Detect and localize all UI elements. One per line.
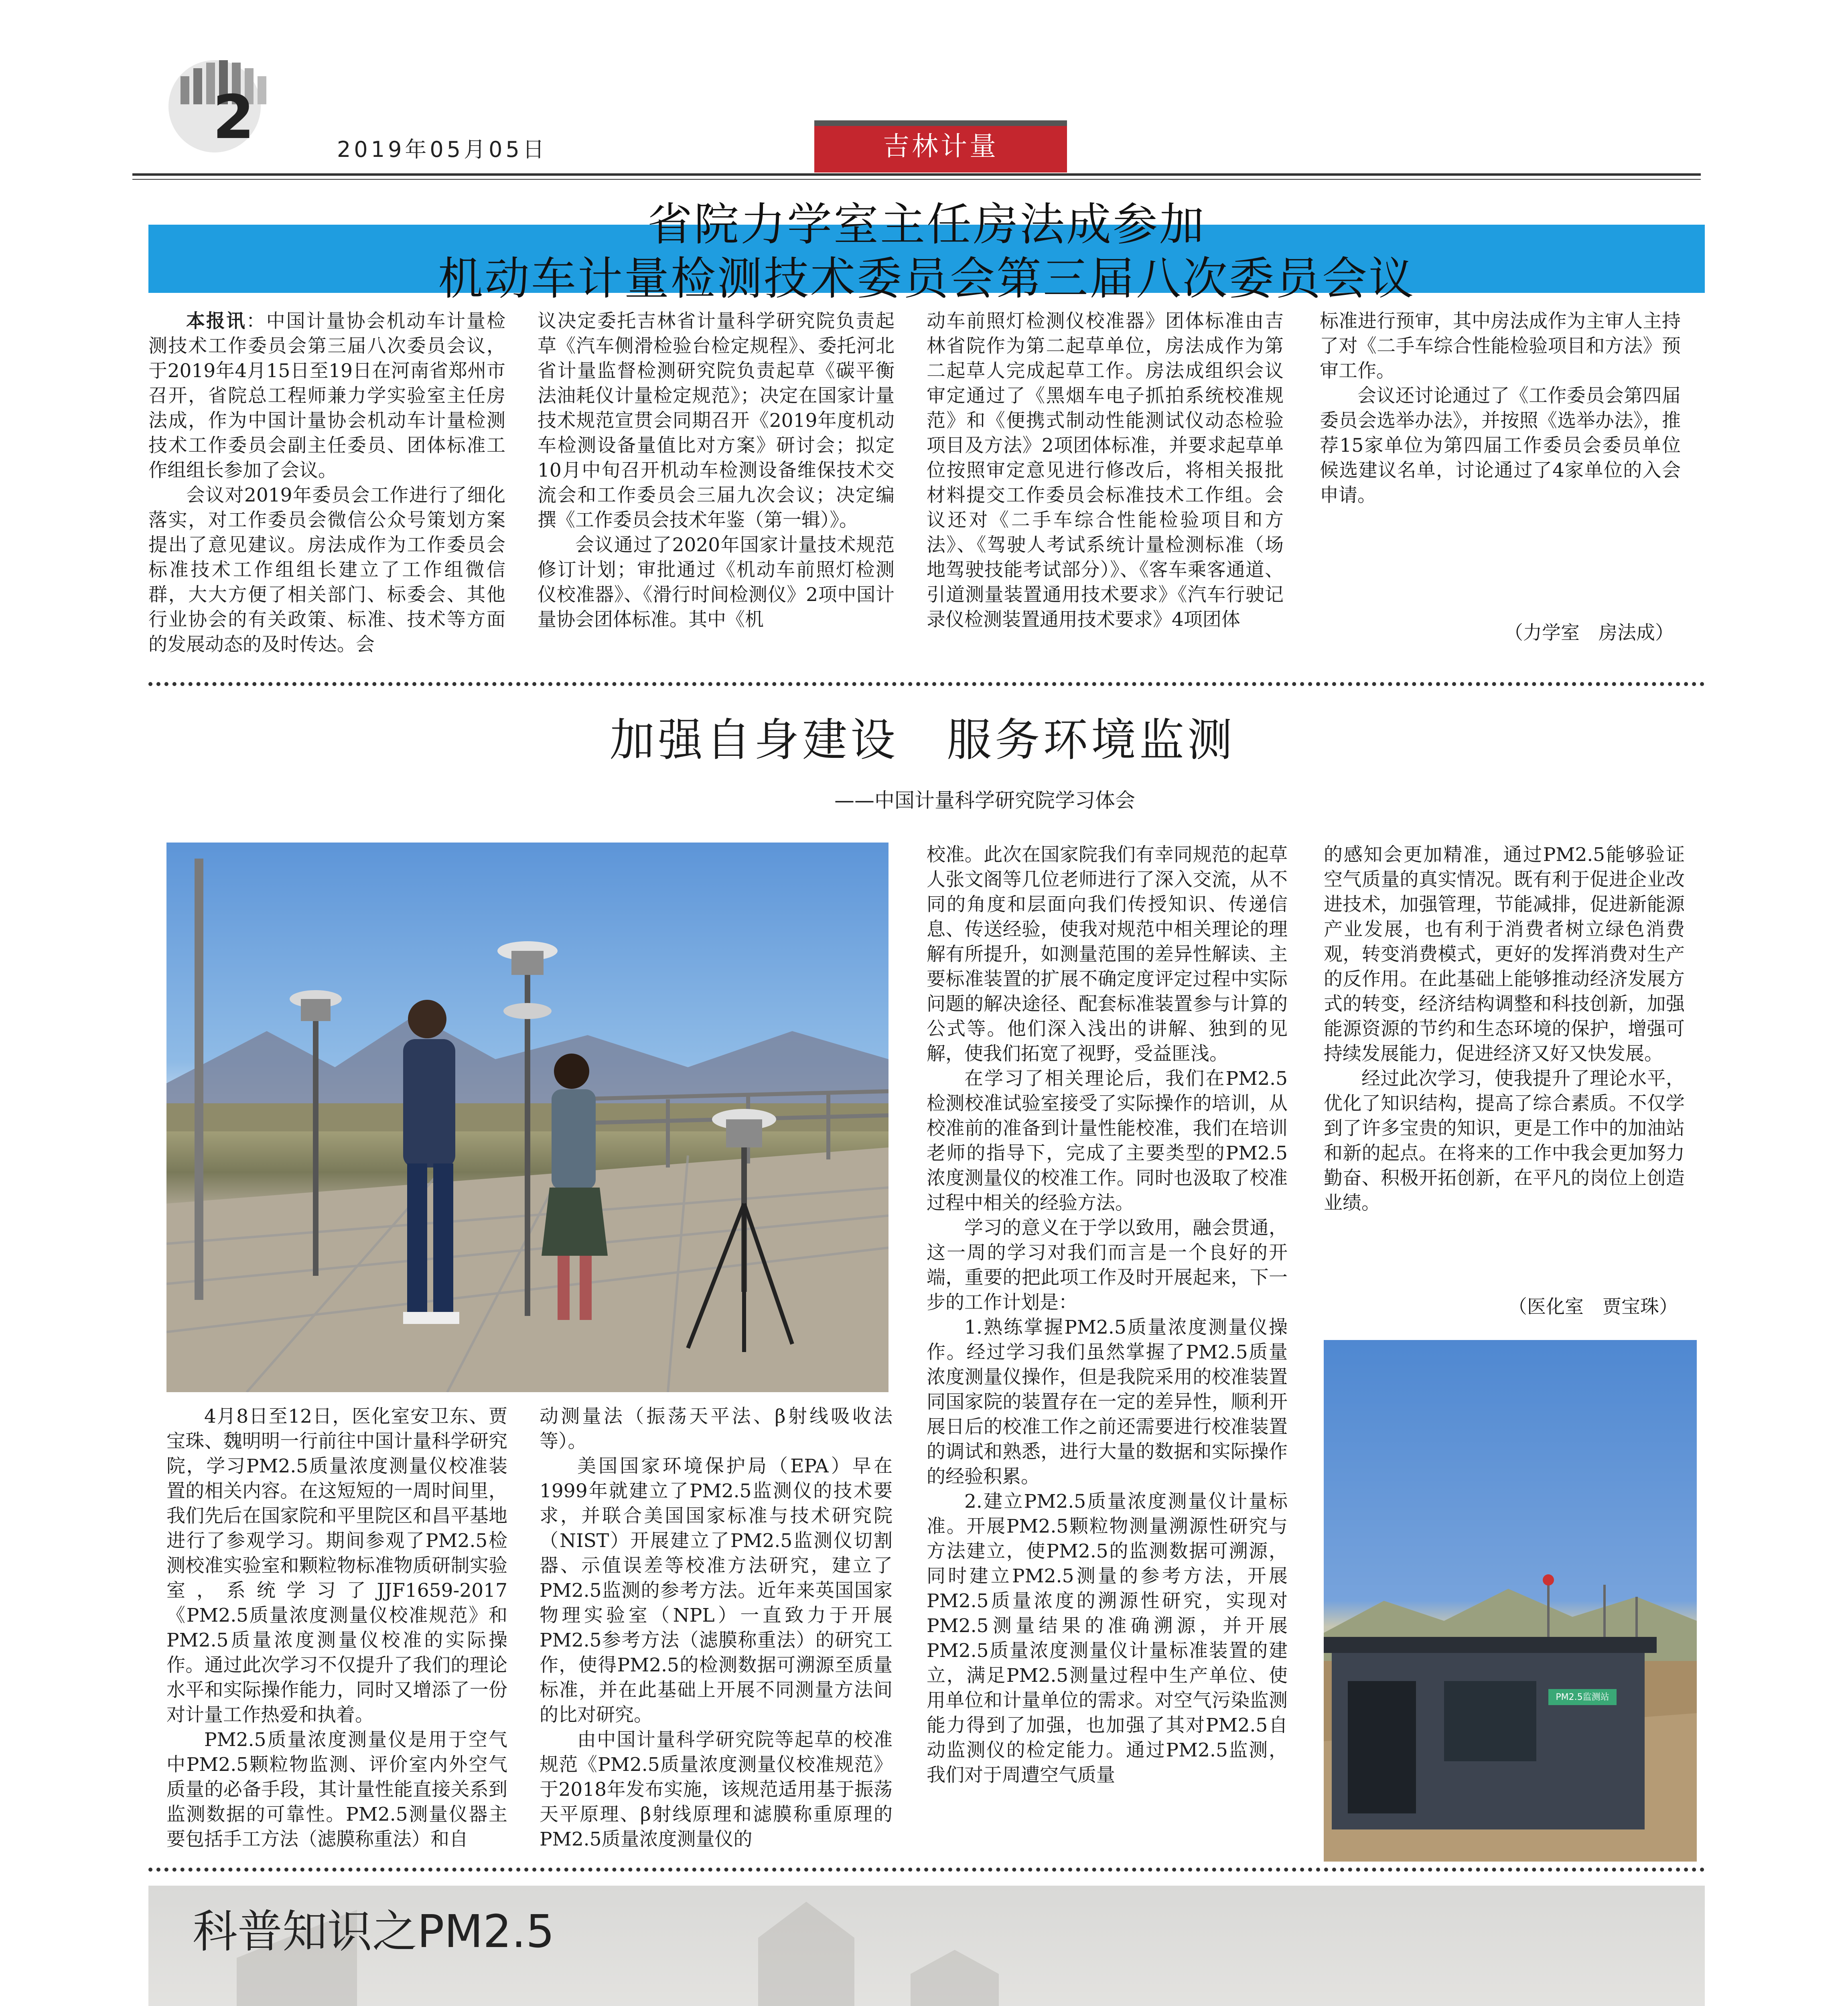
article2-column-4 — [1324, 843, 1685, 1216]
article2-paragraph: 学习的意义在于学以致用，融会贯通，这一周的学习对我们而言是一个良好的开端，重要的把此项工作及时开展起来，下一步的工作计划是： — [927, 1217, 1288, 1314]
article2-paragraph: 2.建立PM2.5质量浓度测量仪计量标准。开展PM2.5颗粒物测量溯源性研究与方法建立，使PM2.5的监测数据可溯源，同时建立PM2.5测量的参考方法，开展PM2.5质量浓度的溯源性研究，实现对PM2.5测量结果的准确溯源，并开展PM2.5质量浓度测量仪计量标准装置的建立，满足PM2.5测量过程中生产单位、使用单位和计量单位的需求。对空气污染监测能力得到了加强，也加强了其对PM2.5自动监测仪的检定能力。通过PM2.5监测，我们对于周遭空气质量 — [927, 1490, 1288, 1786]
article1-paragraph: ：中国计量协会机动车计量检测技术工作委员会第三届八次委员会议，于2019年4月15日至19日在河南省郑州市召开，省院总工程师兼力学实验室主任房法成，作为中国计量协会机动车计量检测技术工作委员会副主任委员、团体标准工作组组长参加了会议。 — [148, 310, 506, 481]
header-rule — [132, 173, 1701, 176]
photo-illustration — [1324, 1340, 1697, 1862]
article2-paragraph: 经过此次学习，使我提升了理论水平，优化了知识结构，提高了综合素质。不仅学到了许多宝贵的知识，更是工作中的加油站和新的起点。在将来的工作中我会更加努力勤奋、积极开拓创新，在平凡的岗位上创造业绩。 — [1324, 1068, 1685, 1214]
monitoring-station-photo — [1324, 1340, 1697, 1862]
article1-title-line2: 机动车计量检测技术委员会第三届八次委员会议 — [438, 253, 1415, 305]
article1-paragraph: 会议还讨论通过了《工作委员会第四届委员会选举办法》，并按照《选举办法》，推荐15家单位为第四届工作委员会委员单位候选建议名单，讨论通过了4家单位的入会申请。 — [1320, 385, 1681, 506]
article3-title: 科普知识之PM2.5 — [193, 1906, 555, 1958]
article1-column-2 — [538, 309, 895, 632]
station-sign: PM2.5监测站 — [1556, 1692, 1609, 1702]
article1-paragraph: 动车前照灯检测仪校准器》团体标准由吉林省院作为第二起草单位，房法成作为第二起草人完成起草工作。房法成组织会议审定通过了《黑烟车电子抓拍系统校准规范》和《便携式制动性能测试仪动态检验项目及方法》2项团体标准，并要求起草单位按照审定意见进行修改后，将相关报批材料提交工作委员会标准技术工作组。会议还对《二手车综合性能检验项目和方法》、《驾驶人考试系统计量检测标准（场地驾驶技能考试部分）》、《客车乘客通道、引道测量装置通用技术要求》《汽车行驶记录仪检测装置通用技术要求》4项团体 — [927, 310, 1284, 631]
article2-column-1 — [166, 1404, 507, 1852]
article2-paragraph: 在学习了相关理论后，我们在PM2.5检测校准试验室接受了实际操作的培训，从校准前的准备到计量性能校准，我们在培训老师的指导下，完成了主要类型的PM2.5浓度测量仪的校准工作。同时也汲取了校准过程中相关的经验方法。 — [927, 1068, 1288, 1214]
article2-paragraph: 由中国计量科学研究院等起草的校准规范《PM2.5质量浓度测量仪校准规范》于2018年发布实施，该规范适用基于振荡天平原理、β射线原理和滤膜称重原理的PM2.5质量浓度测量仪的 — [540, 1729, 893, 1850]
article2-byline: （医化室 贾宝珠） — [1508, 1296, 1678, 1318]
article1-byline: （力学室 房法成） — [1504, 622, 1674, 644]
section-tab[interactable]: 吉林计量 — [814, 120, 1067, 173]
article1-paragraph: 标准进行预审，其中房法成作为主审人主持了对《二手车综合性能检验项目和方法》预审工作。 — [1320, 310, 1681, 382]
article2-column-3 — [927, 843, 1288, 1788]
article1-paragraph: 会议对2019年委员会工作进行了细化落实，对工作委员会微信公众号策划方案提出了意见建议。房法成作为工作委员会标准技术工作组组长建立了工作组微信群，大大方便了相关部门、标委会、其他行业协会的有关政策、标准、技术等方面的发展动态的及时传达。会 — [148, 484, 505, 656]
article2-title: 加强自身建设 服务环境监测 — [610, 714, 1235, 766]
article1-column-3 — [927, 309, 1284, 632]
article2-paragraph: 校准。此次在国家院我们有幸同规范的起草人张文阁等几位老师进行了深入交流，从不同的角度和层面向我们传授知识、传递信息、传送经验，使我对规范中相关理论的理解有所提升，如测量范围的差异性解读、主要标准装置的扩展不确定度评定过程中实际问题的解决途径、配套标准装置参与计算的公式等。他们深入浅出的讲解、独到的见解，使我们拓宽了视野，受益匪浅。 — [927, 844, 1288, 1065]
article2-subtitle: ——中国计量科学研究院学习体会 — [834, 789, 1135, 812]
article1-title-line1: 省院力学室主任房法成参加 — [647, 199, 1206, 251]
article2-paragraph: 4月8日至12日，医化室安卫东、贾宝珠、魏明明一行前往中国计量科学研究院，学习PM2.5质量浓度测量仪校准装置的相关内容。在这短短的一周时间里，我们先后在国家院和平里院区和昌平基地进行了参观学习。期间参观了PM2.5检测校准实验室和颗粒物标准物质研制实验室，系统学习了JJF1659-2017《PM2.5质量浓度测量仪校准规范》和PM2.5质量浓度测量仪校准的实际操作。通过此次学习不仅提升了我们的理论水平和实际操作能力，同时又增添了一份对计量工作热爱和执着。 — [166, 1405, 507, 1726]
article2-paragraph: 美国国家环境保护局（EPA）早在1999年就建立了PM2.5监测仪的技术要求，并联合美国国家标准与技术研究院（NIST）开展建立了PM2.5监测仪切割器、示值误差等校准方法研究，建立了PM2.5监测的参考方法。近年来英国国家物理实验室（NPL）一直致力于开展PM2.5参考方法（滤膜称重法）的研究工作，使得PM2.5的检测数据可溯源至质量标准，并在此基础上开展不同测量方法间的比对研究。 — [540, 1455, 893, 1726]
article2-paragraph: 1.熟练掌握PM2.5质量浓度测量仪操作。经过学习我们虽然掌握了PM2.5质量浓度测量仪操作，但是我院采用的校准装置同国家院的装置存在一定的差异性，顺利开展日后的校准工作之前还需要进行校准装置的调试和熟悉，进行大量的数据和实际操作的经验积累。 — [927, 1316, 1288, 1488]
page-number: 2 — [213, 83, 255, 152]
article1-column-4 — [1320, 309, 1681, 508]
issue-date: 2019年05月05日 — [337, 137, 548, 162]
section-divider — [148, 1868, 1705, 1872]
photo-illustration — [166, 843, 889, 1392]
article1-column-1 — [148, 309, 505, 657]
header-rule-thin — [132, 179, 1701, 180]
article2-paragraph: PM2.5质量浓度测量仪是用于空气中PM2.5颗粒物监测、评价室内外空气质量的必备手段，其计量性能直接关系到监测数据的可靠性。PM2.5测量仪器主要包括手工方法（滤膜称重法）和自 — [166, 1729, 507, 1850]
article2-column-2 — [540, 1404, 893, 1852]
pm25-sampling-photo — [166, 843, 889, 1392]
article2-paragraph: 动测量法（振荡天平法、β射线吸收法等）。 — [540, 1405, 893, 1452]
article1-paragraph: 议决定委托吉林省计量科学研究院负责起草《汽车侧滑检验台检定规程》、委托河北省计量监督检测研究院负责起草《碳平衡法油耗仪计量检定规范》；决定在国家计量技术规范宣贯会同期召开《2019年度机动车检测设备量值比对方案》研讨会；拟定10月中旬召开机动车检测设备维保技术交流会和工作委员会三届九次会议；决定编撰《工作委员会技术年鉴（第一辑）》。 — [538, 310, 895, 531]
section-divider — [148, 682, 1705, 686]
section-tab-cap — [814, 120, 1067, 126]
article1-paragraph: 会议通过了2020年国家计量技术规范修订计划；审批通过《机动车前照灯检测仪校准器》、《滑行时间检测仪》2项中国计量协会团体标准。其中《机 — [538, 534, 895, 631]
lead-label: 本报讯 — [186, 310, 246, 332]
article2-paragraph: 的感知会更加精准，通过PM2.5能够验证空气质量的真实情况。既有利于促进企业改进技术，加强管理，节能减排，促进新能源产业发展，也有利于消费者树立绿色消费观，转变消费模式，更好的发挥消费对生产的反作用。在此基础上能够推动经济发展方式的转变，经济结构调整和科技创新，加强能源资源的节约和生态环境的保护，增强可持续发展能力，促进经济又好又快发展。 — [1324, 844, 1685, 1065]
